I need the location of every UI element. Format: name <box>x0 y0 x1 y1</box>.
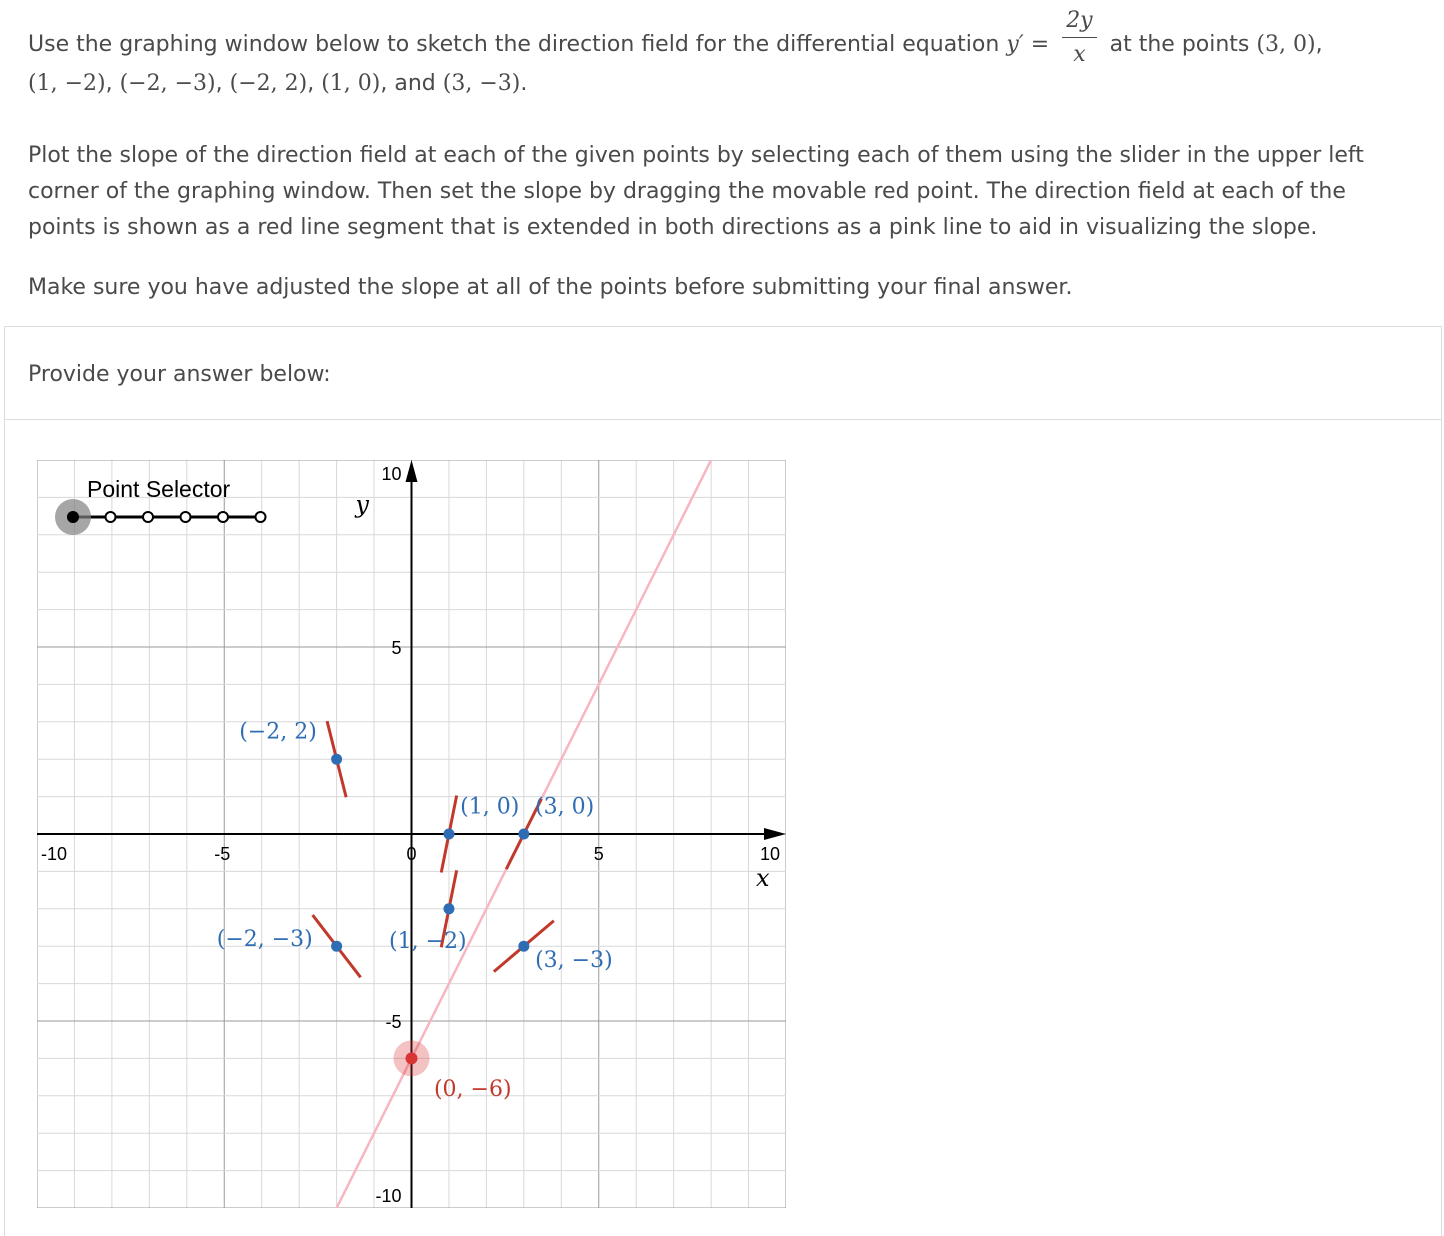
question-paragraph <box>28 8 1418 102</box>
point-selector-stop[interactable] <box>181 512 191 522</box>
point-coordinate-label: (−2, −3) <box>216 927 313 953</box>
point-selector[interactable] <box>55 476 266 535</box>
panel-border-left <box>4 326 5 420</box>
point-3-0: (3, 0) <box>1256 32 1316 57</box>
point-coordinate-label: (3, −3) <box>535 947 613 973</box>
equation-lhs: y′ = <box>1006 32 1050 57</box>
x-tick-label: 5 <box>593 844 604 864</box>
equation-denominator: x <box>1073 42 1086 67</box>
x-tick-label: -10 <box>41 844 68 864</box>
given-point <box>443 829 454 840</box>
and-text: , and <box>380 71 436 96</box>
y-tick-label: 5 <box>391 638 402 658</box>
point-coordinate-label: (1, 0) <box>460 794 520 820</box>
point-selector-stop[interactable] <box>218 512 228 522</box>
equation <box>1006 8 1109 67</box>
point-coordinate-label: (1, −2) <box>389 929 467 955</box>
point-neg2-neg3: (−2, −3) <box>119 71 216 96</box>
at-points-text: at the points <box>1109 32 1250 57</box>
given-point <box>443 903 454 914</box>
answer-prompt: Provide your answer below: <box>28 362 331 387</box>
x-tick-labels <box>41 844 780 864</box>
y-axis-arrow <box>406 460 418 482</box>
separator: , <box>215 71 223 96</box>
section-divider <box>4 326 1442 327</box>
slope-handle[interactable] <box>394 1040 430 1076</box>
panel-border-right <box>1441 326 1442 420</box>
point-3-neg3: (3, −3) <box>442 71 521 96</box>
point-selector-thumb[interactable] <box>67 511 79 523</box>
panel-border-right <box>1441 419 1442 1236</box>
given-point <box>518 941 529 952</box>
x-tick-label: -5 <box>214 844 231 864</box>
graphing-window[interactable] <box>37 460 786 1208</box>
point-selector-stop[interactable] <box>143 512 153 522</box>
point-1-neg2: (1, −2) <box>28 71 106 96</box>
given-point <box>331 754 342 765</box>
given-point <box>331 941 342 952</box>
y-axis-label: y <box>355 490 369 519</box>
panel-border-left <box>4 419 5 1236</box>
x-axis-label: x <box>756 864 770 892</box>
section-divider <box>4 419 1442 420</box>
point-selector-label: Point Selector <box>87 476 231 502</box>
point-neg2-2: (−2, 2) <box>229 71 308 96</box>
x-tick-label: 0 <box>406 844 417 864</box>
point-1-0: (1, 0) <box>321 71 381 96</box>
separator: , <box>1315 32 1323 57</box>
period: . <box>520 71 528 96</box>
point-selector-stop[interactable] <box>106 512 116 522</box>
separator: , <box>307 71 315 96</box>
y-tick-label: -10 <box>375 1186 402 1206</box>
y-tick-label: 10 <box>381 464 402 484</box>
separator: , <box>105 71 113 96</box>
given-points <box>331 754 529 955</box>
reminder-text: Make sure you have adjusted the slope at all of the points before submitting your final answer. <box>28 275 1073 300</box>
question-text <box>28 8 1418 102</box>
slope-handle-dot[interactable] <box>406 1052 418 1064</box>
instructions-text: Plot the slope of the direction field at each of the given points by selecting each of them using the slider in the upper left corner of the graphing window. Then set the slope by dragging the movable red point. The direction field at each of the points is shown as a red line segment that is extended in both directions as a pink line to aid in visualizing the slope. <box>28 143 1364 240</box>
point-coordinate-label: (−2, 2) <box>239 719 317 745</box>
question-intro: Use the graphing window below to sketch the direction field for the differential equation <box>28 32 1000 57</box>
x-axis-arrow <box>764 828 786 840</box>
equation-numerator: 2y <box>1062 10 1096 38</box>
graph-canvas[interactable] <box>37 460 786 1208</box>
equation-fraction <box>1062 10 1096 66</box>
handle-coordinate-label: (0, −6) <box>433 1076 512 1102</box>
x-tick-label: 10 <box>760 844 781 864</box>
point-coordinate-label: (3, 0) <box>535 794 595 820</box>
point-selector-stop[interactable] <box>256 512 266 522</box>
given-point <box>518 829 529 840</box>
y-tick-label: -5 <box>385 1012 402 1032</box>
